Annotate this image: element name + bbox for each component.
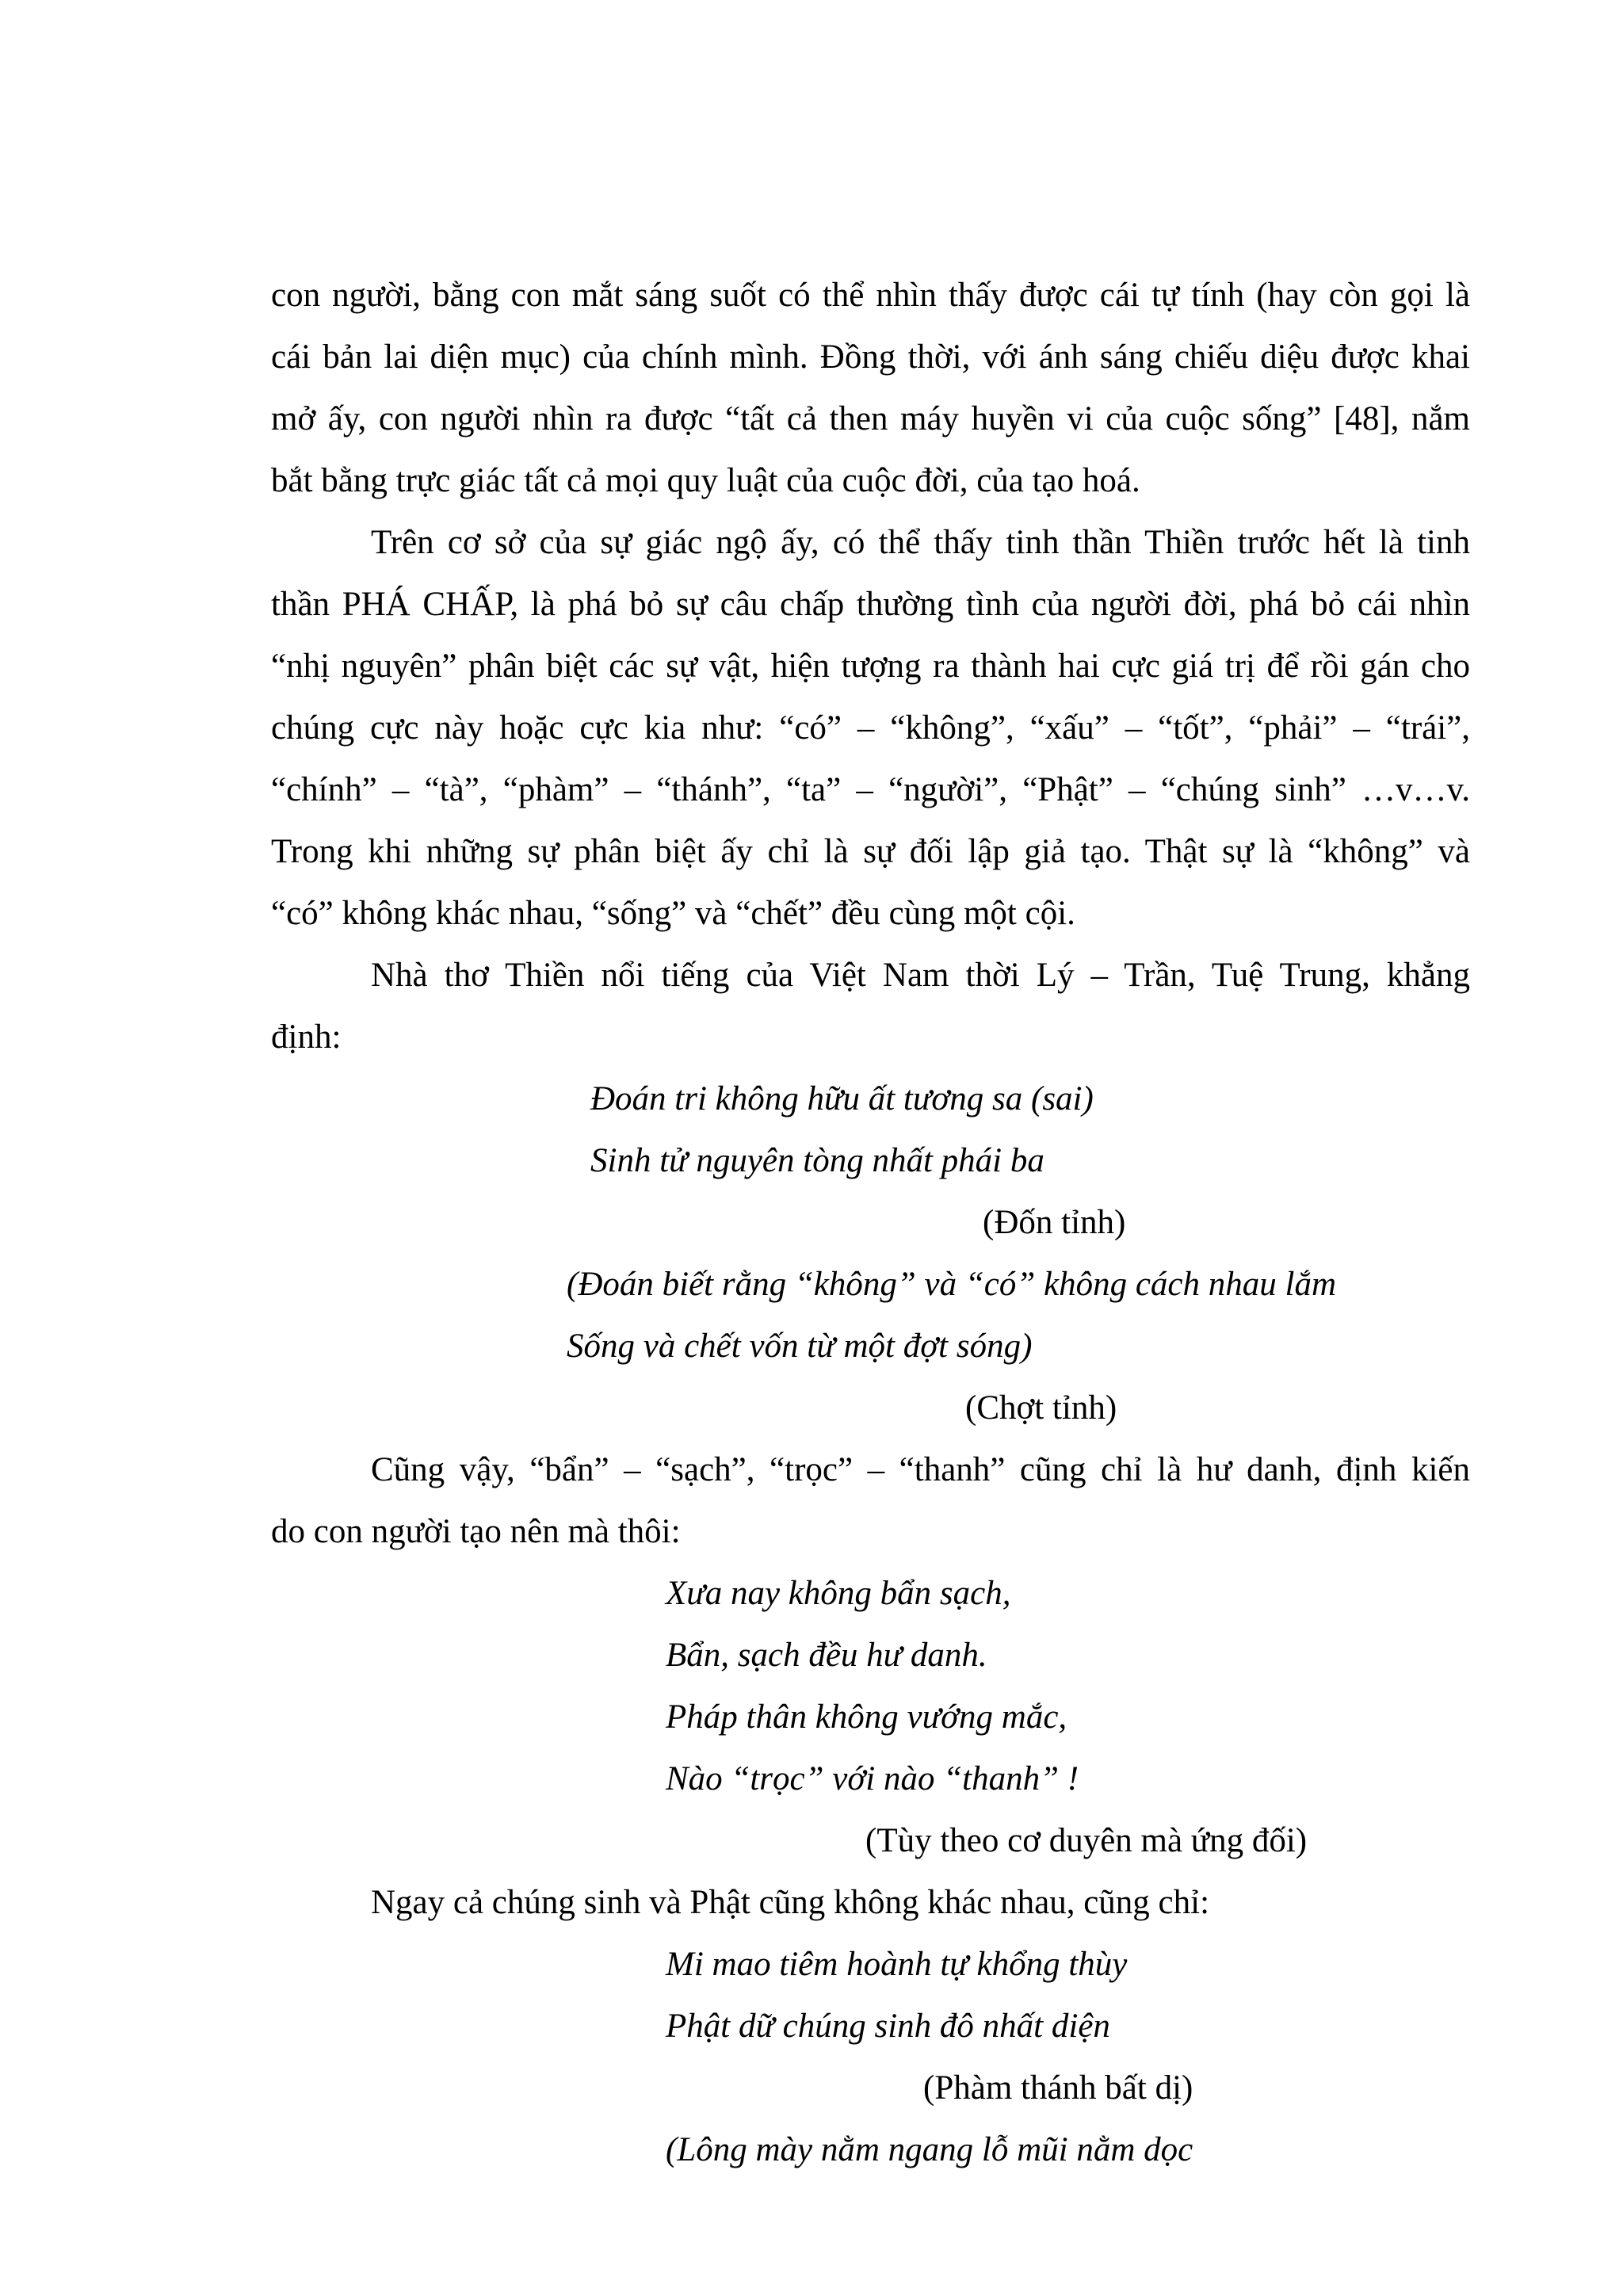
- poem-source: (Đốn tỉnh): [983, 1204, 1126, 1241]
- poem-line: Sống và chết vốn từ một đợt sóng): [567, 1328, 1033, 1365]
- paragraph-line: bắt bằng trực giác tất cả mọi quy luật của cuộc đời, của tạo hoá.: [271, 462, 1140, 499]
- paragraph-line: “có” không khác nhau, “sống” và “chết” đều cùng một cội.: [271, 895, 1075, 932]
- poem-line: Nào “trọc” với nào “thanh” !: [666, 1760, 1079, 1797]
- paragraph-line: Trong khi những sự phân biệt ấy chỉ là sự đối lập giả tạo. Thật sự là “không” và: [271, 833, 1470, 870]
- poem-line: Đoán tri không hữu ất tương sa (sai): [590, 1080, 1094, 1117]
- poem-line: Mi mao tiêm hoành tự khổng thùy: [666, 1946, 1128, 1983]
- poem-line: Sinh tử nguyên tòng nhất phái ba: [590, 1142, 1044, 1179]
- poem-line: Xưa nay không bẩn sạch,: [666, 1575, 1011, 1612]
- poem-line: (Lông mày nằm ngang lỗ mũi nằm dọc: [666, 2131, 1193, 2168]
- poem-line: (Đoán biết rằng “không” và “có” không cách nhau lắm: [567, 1266, 1337, 1303]
- paragraph-line: chúng cực này hoặc cực kia như: “có” – “không”, “xấu” – “tốt”, “phải” – “trái”,: [271, 709, 1470, 747]
- paragraph-line: con người, bằng con mắt sáng suốt có thể nhìn thấy được cái tự tính (hay còn gọi là: [271, 277, 1470, 314]
- paragraph-line: Ngay cả chúng sinh và Phật cũng không khác nhau, cũng chỉ:: [371, 1884, 1210, 1921]
- paragraph-line: định:: [271, 1018, 342, 1056]
- poem-source: (Tùy theo cơ duyên mà ứng đối): [865, 1822, 1308, 1859]
- paragraph-line: Cũng vậy, “bẩn” – “sạch”, “trọc” – “thanh” cũng chỉ là hư danh, định kiến: [371, 1451, 1470, 1488]
- paragraph-line: cái bản lai diện mục) của chính mình. Đồng thời, với ánh sáng chiếu diệu được khai: [271, 338, 1470, 376]
- poem-source: (Phàm thánh bất dị): [923, 2069, 1193, 2107]
- paragraph-line: mở ấy, con người nhìn ra được “tất cả then máy huyền vi của cuộc sống” [48], nắm: [271, 400, 1470, 437]
- paragraph-line: Trên cơ sở của sự giác ngộ ấy, có thể thấy tinh thần Thiền trước hết là tinh: [371, 524, 1470, 561]
- paragraph-line: “nhị nguyên” phân biệt các sự vật, hiện tượng ra thành hai cực giá trị để rồi gán cho: [271, 648, 1470, 685]
- poem-line: Bẩn, sạch đều hư danh.: [666, 1637, 987, 1674]
- paragraph-line: do con người tạo nên mà thôi:: [271, 1513, 681, 1550]
- poem-source: (Chợt tỉnh): [965, 1389, 1117, 1427]
- paragraph-line: thần PHÁ CHẤP, là phá bỏ sự câu chấp thường tình của người đời, phá bỏ cái nhìn: [271, 586, 1470, 623]
- paragraph-line: Nhà thơ Thiền nổi tiếng của Việt Nam thời Lý – Trần, Tuệ Trung, khẳng: [371, 957, 1470, 994]
- poem-line: Pháp thân không vướng mắc,: [666, 1698, 1067, 1736]
- paragraph-line: “chính” – “tà”, “phàm” – “thánh”, “ta” – “người”, “Phật” – “chúng sinh” …v…v.: [271, 771, 1470, 808]
- poem-line: Phật dữ chúng sinh đô nhất diện: [666, 2008, 1110, 2045]
